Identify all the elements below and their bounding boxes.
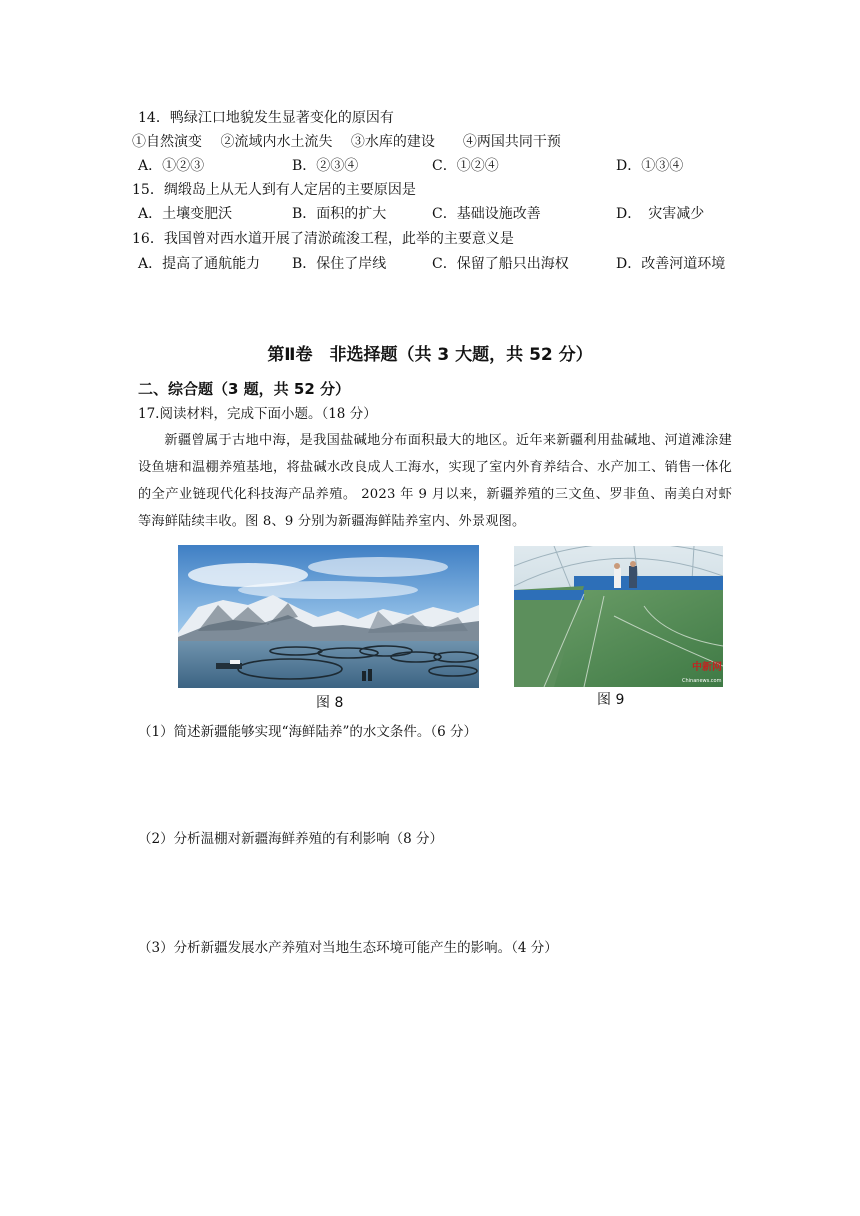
q14-option-a: A．①②③ (138, 158, 205, 174)
q16-option-b: B．保住了岸线 (292, 256, 387, 272)
q17-stem: 17.阅读材料，完成下面小题。（18 分） (138, 406, 377, 422)
section-title: 第Ⅱ卷 非选择题（共 3 大题，共 52 分） (267, 345, 593, 365)
q16-option-c: C．保留了船只出海权 (432, 256, 569, 272)
q17-sub3: （3）分析新疆发展水产养殖对当地生态环境可能产生的影响。（4 分） (138, 940, 558, 956)
figure-8-image (178, 545, 479, 688)
q14-stem: 14．鸭绿江口地貌发生显著变化的原因有 (138, 110, 394, 126)
q14-items: ①自然演变 ②流域内水土流失 ③水库的建设 ④两国共同干预 (132, 134, 561, 150)
figure-9-illustration (514, 546, 723, 687)
q14-option-c: C．①②④ (432, 158, 499, 174)
figure-9-watermark-sub: Chinanews.com (682, 678, 722, 684)
figure-9-caption: 图 9 (597, 692, 625, 708)
q16-stem: 16．我国曾对西水道开展了清淤疏浚工程，此举的主要意义是 (132, 231, 514, 247)
q17-sub1: （1）简述新疆能够实现“海鲜陆养”的水文条件。（6 分） (138, 724, 478, 740)
q16-option-a: A．提高了通航能力 (138, 256, 261, 272)
q15-option-d: D． 灾害减少 (616, 206, 705, 222)
figure-9-watermark: 中新网 (692, 662, 722, 673)
q14-option-d: D．①③④ (616, 158, 684, 174)
q14-option-b: B．②③④ (292, 158, 359, 174)
q15-option-a: A．土壤变肥沃 (138, 206, 233, 222)
q15-stem: 15．绸缎岛上从无人到有人定居的主要原因是 (132, 182, 416, 198)
q15-option-c: C．基础设施改善 (432, 206, 541, 222)
q17-sub2: （2）分析温棚对新疆海鲜养殖的有利影响（8 分） (138, 831, 443, 847)
section-heading: 二、综合题（3 题，共 52 分） (138, 380, 350, 398)
q15-option-b: B．面积的扩大 (292, 206, 387, 222)
figure-8-illustration (178, 545, 479, 688)
q16-option-d: D．改善河道环境 (616, 256, 726, 272)
figure-8-caption: 图 8 (316, 695, 344, 711)
q17-material: 新疆曾属于古地中海，是我国盐碱地分布面积最大的地区。近年来新疆利用盐碱地、河道滩涂建设鱼塘和温棚养殖基地，将盐碱水改良成人工海水，实现了室内外育养结合、水产加工、销售一体化的全产业链现代化科技海产品养殖。 2023 年 9 月以来，新疆养殖的三文鱼、罗非鱼、南美白对虾等海鲜陆续丰收。图 8、9 分别为新疆海鲜陆养室内、外景观图。 (138, 433, 732, 529)
figure-9-image (514, 546, 723, 687)
